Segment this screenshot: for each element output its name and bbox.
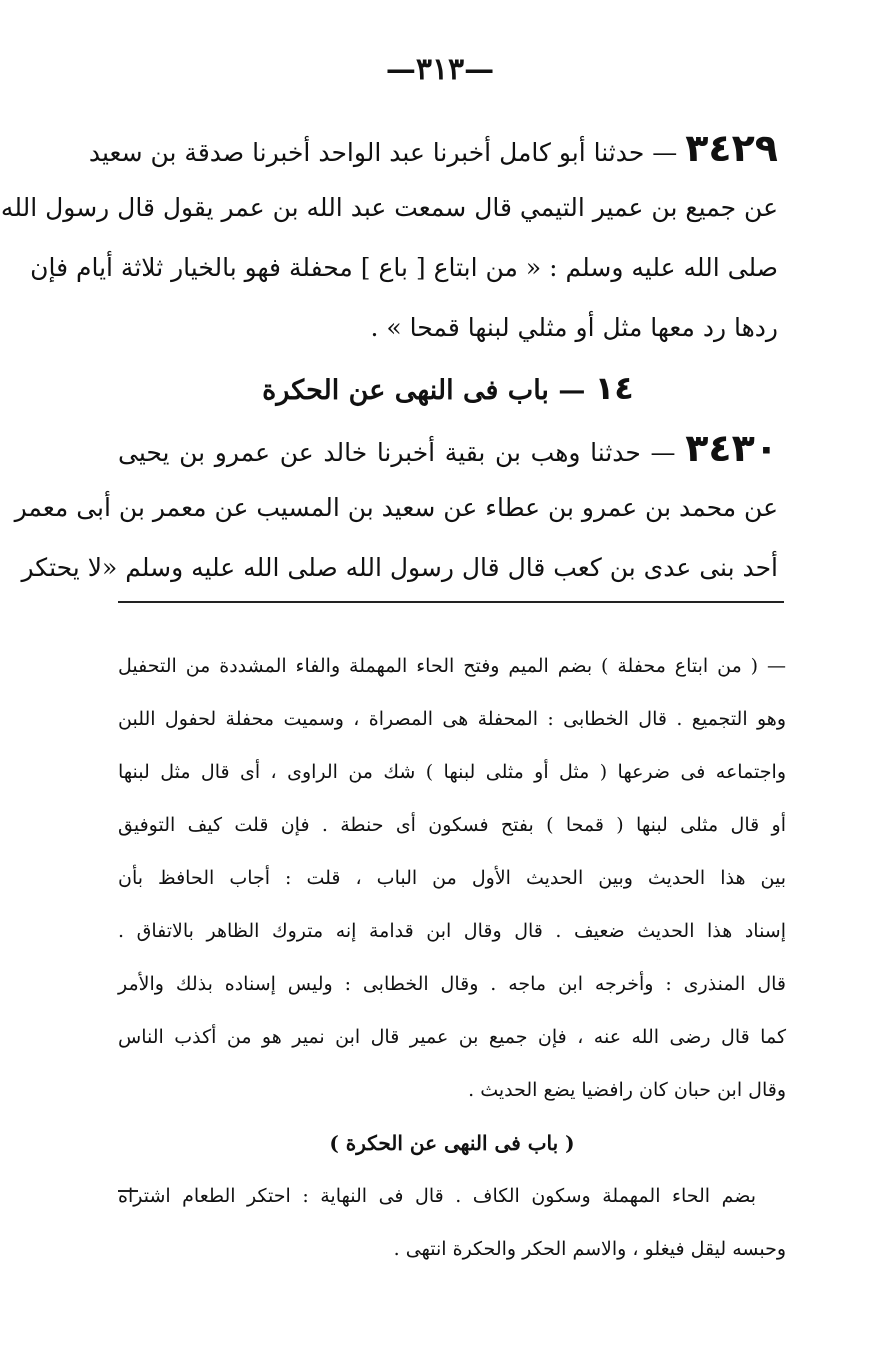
note-line: وقال ابن حبان كان رافضيا يضع الحديث .	[468, 1079, 786, 1101]
hadith-3430-line-1	[118, 418, 778, 478]
note-line: وحبسه ليقل فيغلو ، والاسم الحكر والحكرة انتهى .	[393, 1238, 786, 1260]
note-line: بضم الحاء المهملة وسكون الكاف . قال فى النهاية : احتكر الطعام اشتراه	[118, 1185, 756, 1207]
hadith-3430-line-3: أحد بنى عدى بن كعب قال قال رسول الله صلى الله عليه وسلم «لا يحتكر	[21, 553, 778, 582]
chapter-number: ١٤	[594, 369, 634, 407]
note-line: قال المنذرى : وأخرجه ابن ماجه . وقال الخطابى : وليس إسناده بذلك والأمر	[118, 973, 786, 995]
hadith-3429-line-1	[88, 118, 778, 178]
note-line: — ( من ابتاع محفلة ) بضم الميم وفتح الحاء المهملة والفاء المشددة من التحفيل	[118, 655, 786, 677]
note-line: بين هذا الحديث وبين الحديث الأول من الباب ، قلت : أجاب الحافظ بأن	[118, 867, 786, 889]
chapter-heading	[118, 358, 778, 418]
notes-chapter-heading: ( باب فى النهى عن الحكرة )	[329, 1131, 575, 1155]
page-number: —٣١٣—	[385, 52, 495, 87]
end-dash	[118, 1190, 138, 1192]
hadith-number-3430: ٣٤٣٠	[685, 426, 778, 470]
hadith-3429-text-1: — حدثنا أبو كامل أخبرنا عبد الواحد أخبرنا صدقة بن سعيد	[88, 138, 678, 167]
hadith-3429-line-4: ردها رد معها مثل أو مثلي لبنها قمحا » .	[370, 313, 778, 342]
hadith-number-3429: ٣٤٢٩	[685, 126, 778, 170]
hadith-3429-line-3: صلى الله عليه وسلم : « من ابتاع [ باع ] محفلة فهو بالخيار ثلاثة أيام فإن	[30, 253, 778, 282]
note-line: واجتماعه فى ضرعها ( مثل أو مثلى لبنها ) شك من الراوى ، أى قال مثل لبنها	[118, 761, 786, 783]
footnote-separator	[118, 601, 784, 603]
hadith-3430-text-1: — حدثنا وهب بن بقية أخبرنا خالد عن عمرو بن يحيى	[118, 438, 676, 467]
chapter-title: — باب فى النهى عن الحكرة	[262, 375, 586, 406]
note-line: وهو التجميع . قال الخطابى : المحفلة هى المصراة ، وسميت محفلة لحفول اللبن	[118, 708, 786, 730]
main-text	[0, 118, 778, 598]
note-line: كما قال رضى الله عنه ، فإن جميع بن عمير قال ابن نمير هو من أكذب الناس	[118, 1026, 786, 1048]
hadith-3430-line-2: عن محمد بن عمرو بن عطاء عن سعيد بن المسيب عن معمر بن أبى معمر	[14, 493, 778, 522]
hadith-3429-line-2: عن جميع بن عمير التيمي قال سمعت عبد الله بن عمر يقول قال رسول الله	[0, 193, 778, 222]
commentary-notes	[118, 640, 786, 1276]
note-line: إسناد هذا الحديث ضعيف . قال وقال ابن قدامة إنه متروك الظاهر بالاتفاق .	[118, 920, 786, 942]
note-line: أو قال مثلى لبنها ( قمحا ) بفتح فسكون أى حنطة . فإن قلت كيف التوفيق	[118, 814, 786, 836]
